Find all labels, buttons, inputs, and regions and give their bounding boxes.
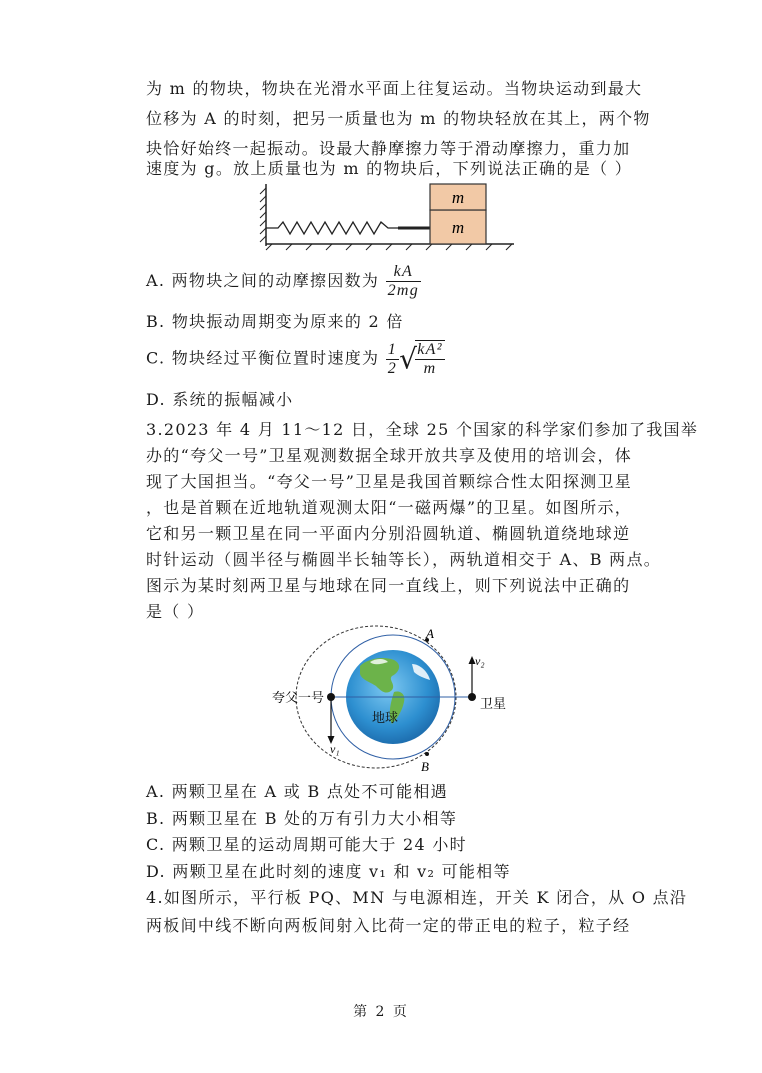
radical-fraction: $\frac{\text{kA²}}{m}$ [417, 341, 443, 377]
q4-text-line-1: 4.如图所示，平行板 PQ、MN 与电源相连，开关 K 闭合，从 O 点沿 [146, 888, 688, 907]
label-earth: 地球 [372, 711, 399, 726]
label-kuafu: 夸父一号 [271, 691, 324, 706]
spring-block-figure [258, 180, 518, 252]
q2-option-b: B. 物块振动周期变为原来的 2 倍 [146, 312, 404, 331]
q3-option-a: A. 两颗卫星在 A 或 B 点处不可能相遇 [146, 782, 448, 801]
q3-option-c: C. 两颗卫星的运动周期可能大于 24 小时 [146, 835, 467, 854]
point-B [425, 752, 429, 756]
spring [266, 222, 398, 234]
orbit-figure [262, 620, 522, 778]
label-A: A [426, 626, 434, 641]
q3-text-line-7: 图示为某时刻两卫星与地球在同一直线上，则下列说法中正确的 [146, 576, 631, 595]
page-number: 第 2 页 [353, 1004, 409, 1020]
q2-text-line-1: 为 m 的物块，物块在光滑水平面上往复运动。当物块运动到最大 [146, 79, 643, 98]
other-satellite [468, 693, 476, 701]
q2-text-line-4: 速度为 g。放上质量也为 m 的物块后，下列说法正确的是（ ） [146, 159, 633, 178]
q2-text-line-3: 块恰好始终一起振动。设最大静摩擦力等于滑动摩擦力，重力加 [146, 139, 631, 158]
q2-option-c: C. 物块经过平衡位置时速度为 $\frac{1}{2}$ √ $\frac{\text{kA²}}{m}$ [146, 340, 443, 377]
q2-text-line-2: 位移为 A 的时刻，把另一质量也为 m 的物块轻放在其上，两个物 [146, 109, 651, 128]
block-bottom-label: m [451, 218, 465, 237]
label-v1: v₁ [330, 742, 340, 756]
q2-option-a: A. 两物块之间的动摩擦因数为 $\frac{kA}{2mg}$ [146, 263, 420, 299]
label-B: B [421, 759, 429, 774]
q4-text-line-2: 两板间中线不断向两板间射入比荷一定的带正电的粒子，粒子经 [146, 916, 631, 935]
friction-fraction: $\frac{kA}{2mg}$ [387, 263, 420, 299]
q3-text-line-1: 3.2023 年 4 月 11～12 日，全球 25 个国家的科学家们参加了我国举 [146, 420, 699, 439]
q3-text-line-6: 时针运动（圆半径与椭圆半长轴等长），两轨道相交于 A、B 两点。 [146, 550, 662, 569]
label-satellite: 卫星 [480, 697, 507, 712]
q3-text-line-3: 现了大国担当。“夸父一号”卫星是我国首颗综合性太阳探测卫星 [146, 472, 633, 491]
coef-fraction: $\frac{1}{2}$ [387, 340, 398, 377]
kuafu-satellite [327, 693, 335, 701]
q3-text-line-2: 办的“夸父一号”卫星观测数据全球开放共享及使用的培训会，体 [146, 446, 633, 465]
q3-text-line-8: 是（ ） [146, 602, 205, 621]
q3-text-line-5: 它和另一颗卫星在同一平面内分别沿圆轨道、椭圆轨道绕地球逆 [146, 524, 631, 543]
q3-text-line-4: ，也是首颗在近地轨道观测太阳“一磁两爆”的卫星。如图所示， [146, 498, 633, 517]
label-v2: v₂ [475, 654, 485, 668]
q3-option-b: B. 两颗卫星在 B 处的万有引力大小相等 [146, 809, 458, 828]
q3-option-d: D. 两颗卫星在此时刻的速度 v₁ 和 v₂ 可能相等 [146, 862, 511, 881]
q2-option-d: D. 系统的振幅减小 [146, 390, 294, 409]
block-top-label: m [451, 188, 465, 207]
